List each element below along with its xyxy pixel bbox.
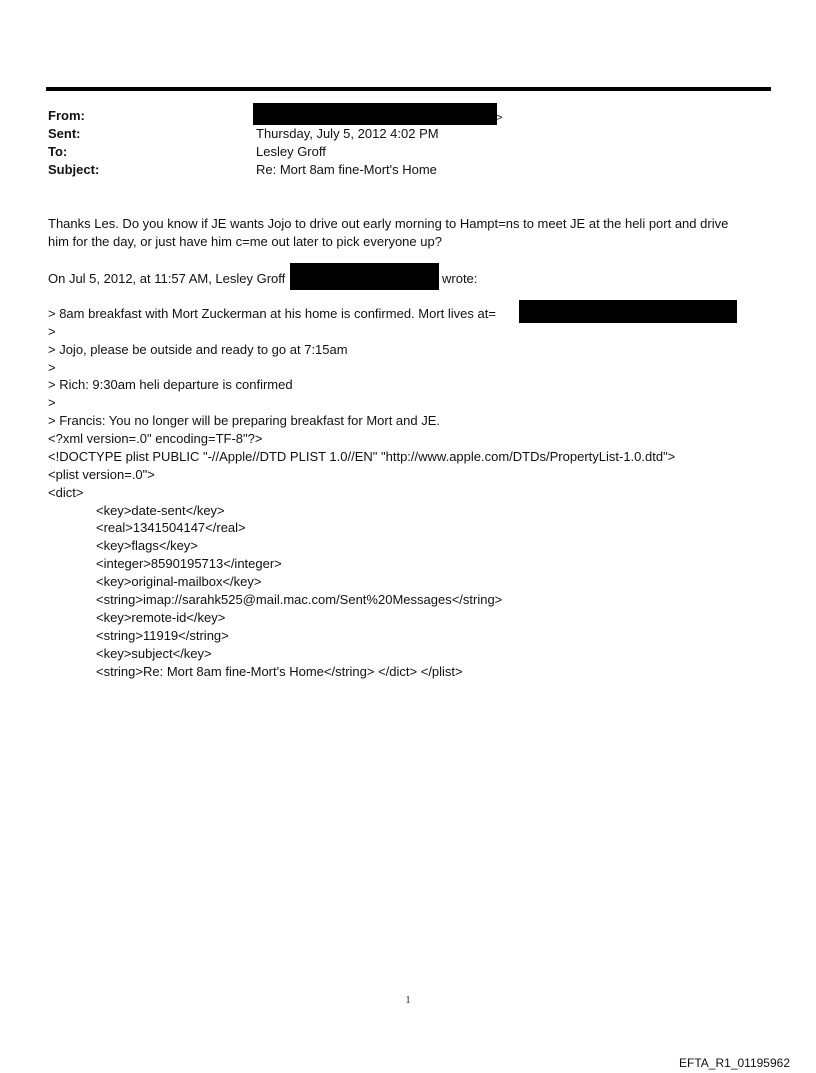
quoted-line: > xyxy=(48,360,56,375)
quote-intro-suffix: wrote: xyxy=(442,271,478,286)
body-line-2: him for the day, or just have him c=me out later to pick everyone up? xyxy=(48,234,442,249)
from-redaction xyxy=(253,103,497,125)
plist-entry: <key>remote-id</key> xyxy=(96,610,226,625)
quoted-line: > Francis: You no longer will be preparing breakfast for Mort and JE. xyxy=(48,413,441,428)
plist-entry: <key>flags</key> xyxy=(96,538,198,553)
sent-row xyxy=(48,125,81,143)
header-rule xyxy=(46,87,771,91)
sent-value: Thursday, July 5, 2012 4:02 PM xyxy=(256,126,439,141)
address-redaction xyxy=(519,300,737,323)
plist-entry: <key>date-sent</key> xyxy=(96,503,225,518)
quote-intro-prefix: On Jul 5, 2012, at 11:57 AM, Lesley Groff xyxy=(48,271,286,286)
from-row xyxy=(48,107,85,125)
from-tail: > xyxy=(496,112,503,124)
quoted-line: > Jojo, please be outside and ready to go at 7:15am xyxy=(48,342,348,357)
body-line-1: Thanks Les. Do you know if JE wants Jojo to drive out early morning to Hampt=ns to meet JE at the heli port and drive xyxy=(48,216,729,231)
subject-label: Subject: xyxy=(48,162,100,177)
quoted-line: > Rich: 9:30am heli departure is confirmed xyxy=(48,377,293,392)
plist-line: <plist version=.0"> xyxy=(48,467,155,482)
subject-row xyxy=(48,161,99,179)
plist-entry: <real>1341504147</real> xyxy=(96,520,246,535)
plist-line: <!DOCTYPE plist PUBLIC "-//Apple//DTD PLIST 1.0//EN" "http://www.apple.com/DTDs/PropertyList-1.0.dtd"> xyxy=(48,449,676,464)
plist-entry: <string>imap://sarahk525@mail.mac.com/Sent%20Messages</string> xyxy=(96,592,503,607)
quoted-line: > xyxy=(48,324,56,339)
to-label: To: xyxy=(48,144,68,159)
email-redaction xyxy=(290,263,439,290)
sent-label: Sent: xyxy=(48,126,81,141)
to-row xyxy=(48,143,67,161)
plist-entry: <string>Re: Mort 8am fine-Mort's Home</string> </dict> </plist> xyxy=(96,664,463,679)
plist-entry: <key>subject</key> xyxy=(96,646,212,661)
quoted-line: > xyxy=(48,395,56,410)
plist-entry: <key>original-mailbox</key> xyxy=(96,574,262,589)
plist-entry: <integer>8590195713</integer> xyxy=(96,556,282,571)
page-number: 1 xyxy=(405,995,411,1006)
quoted-line: > 8am breakfast with Mort Zuckerman at his home is confirmed. Mort lives at= xyxy=(48,306,496,321)
plist-line: <?xml version=.0" encoding=TF-8"?> xyxy=(48,431,263,446)
to-value: Lesley Groff xyxy=(256,144,326,159)
plist-entry: <string>11919</string> xyxy=(96,628,229,643)
from-label: From: xyxy=(48,108,85,123)
bates-number: EFTA_R1_01195962 xyxy=(679,1056,790,1070)
plist-line: <dict> xyxy=(48,485,84,500)
subject-value: Re: Mort 8am fine-Mort's Home xyxy=(256,162,437,177)
